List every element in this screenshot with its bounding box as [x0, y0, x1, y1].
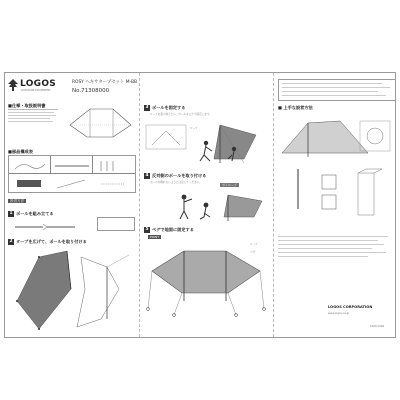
tarp-overview-diagram	[65, 103, 135, 143]
step3-note: ロープを張り終えたら、ポールを立てて固定します。	[150, 113, 212, 116]
step3-diagram	[144, 119, 268, 167]
caution-box	[278, 79, 396, 101]
note-title: ■ 上手な設営方法	[278, 105, 313, 110]
right-tarp-diagram	[278, 113, 394, 161]
column-right	[273, 73, 397, 337]
company-website: www.logos.ne.jp	[328, 312, 350, 315]
step1-title: 1 ポールを組み立てる	[9, 211, 54, 216]
company-footer	[278, 299, 394, 333]
step5-title: 5 ペグで地面に固定する	[145, 227, 194, 232]
step1-warning	[97, 217, 135, 231]
step4-note: ポールが倒れないように注意してください。	[150, 181, 202, 184]
header	[8, 79, 136, 99]
product-name: ROSY ヘキサタープセット M-BB	[72, 80, 138, 85]
parts-detail	[278, 165, 394, 225]
step2-tarp-diagram	[9, 249, 135, 335]
spec-title: ■仕様・取扱説明書	[8, 103, 46, 108]
step4-diagram	[144, 187, 268, 223]
parts-title: ■部品構成表	[8, 149, 33, 154]
step4-title: 4 反対側のポールを取り付ける	[145, 173, 207, 178]
column-middle	[139, 73, 272, 337]
step1-pole-diagram	[13, 219, 93, 235]
step5-badge: POINT	[150, 235, 160, 239]
step4-badge: ガイロープ	[222, 183, 237, 187]
brand-sub: OUTDOOR EQUIPMENT	[21, 89, 51, 92]
spec-text	[8, 109, 58, 124]
model-number: No.71308000	[72, 88, 110, 94]
parts-table	[8, 155, 136, 193]
step3-label: ロープ	[190, 127, 198, 130]
company-name: LOGOS CORPORATION	[328, 305, 373, 309]
setup-title: 設営方法	[10, 199, 25, 203]
brand: LOGOS	[20, 79, 57, 89]
instruction-sheet	[4, 72, 396, 338]
footer-code: 1000-1906	[370, 325, 385, 328]
logo-icon	[8, 79, 18, 91]
step5-label-peg: ペグ	[250, 251, 256, 254]
step5-label-rope: ロープ	[250, 243, 258, 246]
step2-title: 2 タープを広げて、ポールを取り付ける	[9, 239, 87, 244]
step3-title: 3 ポールを固定する	[145, 105, 186, 110]
column-left	[5, 73, 137, 337]
warning-list	[278, 233, 394, 293]
